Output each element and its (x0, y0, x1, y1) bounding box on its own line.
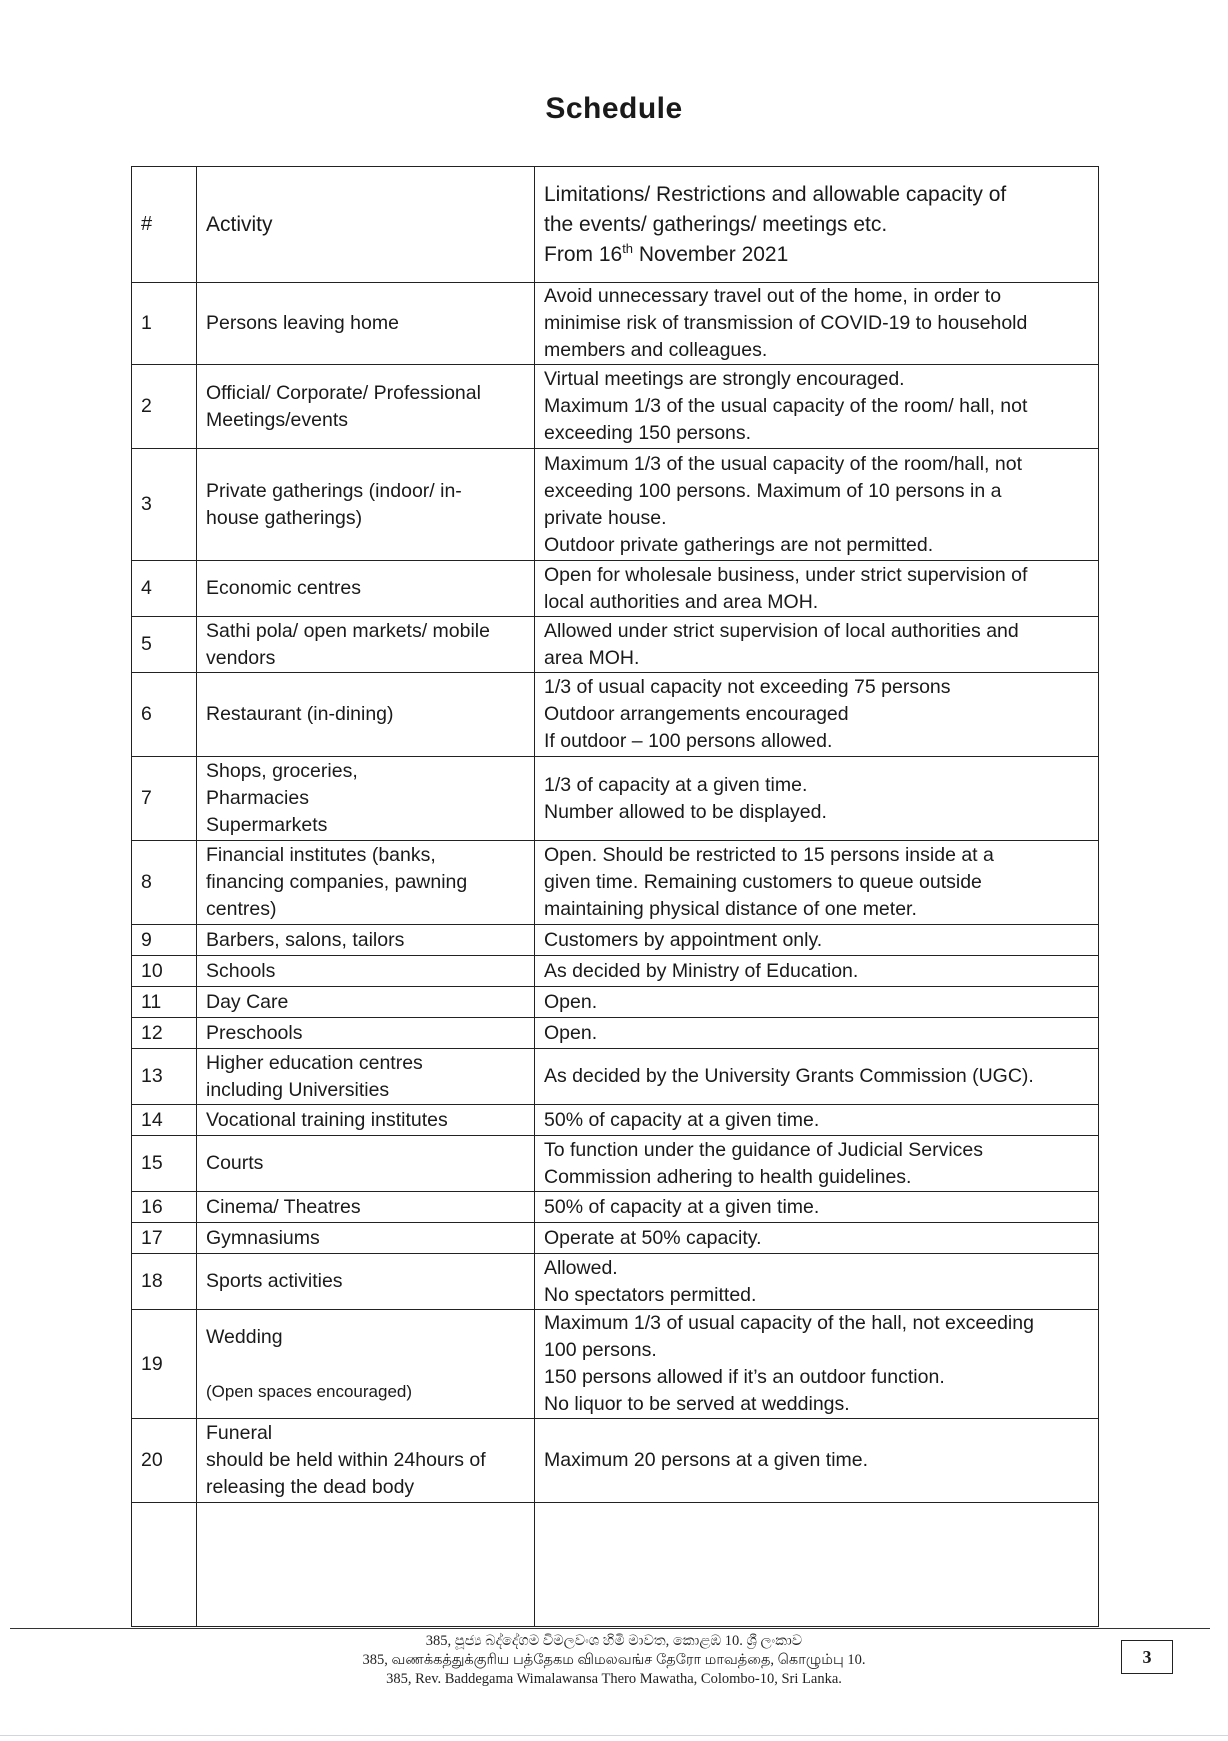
row-limitations (535, 1254, 1099, 1310)
empty-table-row (132, 1503, 1099, 1627)
page-bottom-edge (0, 1735, 1228, 1736)
row-limitations (535, 757, 1099, 841)
activity-line: Sathi pola/ open markets/ mobile (206, 619, 490, 642)
limitation-line: Maximum 1/3 of usual capacity of the hall, not exceeding (544, 1312, 1034, 1334)
limitation-line: Outdoor private gatherings are not permitted. (544, 533, 934, 556)
limitation-line: As decided by the University Grants Commission (UGC). (544, 1065, 1034, 1087)
activity-line: Shops, groceries, (206, 760, 358, 782)
spacer (206, 1351, 525, 1378)
row-limitations (535, 1223, 1099, 1254)
limitation-line: Open for wholesale business, under strict supervision of (544, 563, 1028, 586)
row-activity (197, 1105, 535, 1136)
header-date-prefix: From 16 (544, 242, 623, 266)
row-activity (197, 1310, 535, 1419)
limitation-line: minimise risk of transmission of COVID-19 to household (544, 312, 1028, 334)
empty-cell (132, 1503, 197, 1627)
activity-line: Restaurant (in-dining) (206, 703, 394, 725)
limitation-line: Avoid unnecessary travel out of the home, in order to (544, 285, 1002, 307)
table-row (132, 617, 1099, 673)
footer-address (0, 1632, 1228, 1689)
limitation-line: members and colleagues. (544, 339, 768, 361)
row-number: 4 (132, 561, 197, 617)
table-row (132, 1018, 1099, 1049)
limitation-line: As decided by Ministry of Education. (544, 959, 859, 982)
activity-line: Barbers, salons, tailors (206, 928, 405, 951)
activity-line: house gatherings) (206, 506, 363, 529)
row-activity (197, 1419, 535, 1503)
limitation-line: private house. (544, 506, 667, 529)
table-row (132, 673, 1099, 757)
table-row (132, 1254, 1099, 1310)
activity-line: Courts (206, 1152, 264, 1174)
row-limitations (535, 1192, 1099, 1223)
activity-line: Higher education centres (206, 1051, 423, 1074)
limitation-line: given time. Remaining customers to queue outside (544, 871, 982, 893)
table-header-row (132, 167, 1099, 283)
limitation-line: Customers by appointment only. (544, 928, 823, 951)
header-limitations-line: Limitations/ Restrictions and allowable capacity of (544, 182, 1007, 206)
activity-line: Supermarkets (206, 814, 328, 836)
limitation-line: local authorities and area MOH. (544, 590, 819, 613)
limitation-line: 1/3 of capacity at a given time. (544, 773, 808, 796)
activity-line: Wedding (206, 1325, 283, 1348)
header-limitations-date (544, 240, 1089, 270)
row-limitations (535, 283, 1099, 365)
row-limitations (535, 617, 1099, 673)
limitation-line: 50% of capacity at a given time. (544, 1195, 820, 1218)
row-number: 16 (132, 1192, 197, 1223)
row-limitations (535, 1018, 1099, 1049)
row-activity (197, 1136, 535, 1192)
limitation-line: Operate at 50% capacity. (544, 1226, 762, 1249)
page-number: 3 (1121, 1640, 1173, 1674)
row-limitations (535, 987, 1099, 1018)
limitation-line: No liquor to be served at weddings. (544, 1393, 850, 1415)
table-row (132, 956, 1099, 987)
row-number: 19 (132, 1310, 197, 1419)
row-activity (197, 617, 535, 673)
table-row (132, 449, 1099, 561)
limitation-line: exceeding 100 persons. Maximum of 10 persons in a (544, 479, 1002, 502)
row-activity (197, 987, 535, 1018)
activity-note: (Open spaces encouraged) (206, 1381, 413, 1401)
header-date-suffix: November 2021 (633, 242, 789, 266)
row-activity (197, 561, 535, 617)
row-activity (197, 1192, 535, 1223)
activity-line: Preschools (206, 1021, 303, 1044)
table-row (132, 561, 1099, 617)
schedule-table (131, 166, 1099, 1627)
row-number: 3 (132, 449, 197, 561)
table-row (132, 1223, 1099, 1254)
row-number: 12 (132, 1018, 197, 1049)
page-title: Schedule (545, 92, 683, 125)
row-number: 6 (132, 673, 197, 757)
limitation-line: 50% of capacity at a given time. (544, 1108, 820, 1131)
table-row (132, 987, 1099, 1018)
activity-line: Vocational training institutes (206, 1108, 448, 1131)
activity-line: including Universities (206, 1078, 390, 1101)
table-row (132, 1419, 1099, 1503)
row-number: 14 (132, 1105, 197, 1136)
header-number: # (132, 167, 197, 283)
row-limitations (535, 1049, 1099, 1105)
table-row (132, 1049, 1099, 1105)
activity-line: Meetings/events (206, 408, 348, 431)
header-date-superscript: th (622, 240, 634, 256)
activity-line: Persons leaving home (206, 312, 399, 334)
row-number: 9 (132, 925, 197, 956)
limitation-line: Open. (544, 1021, 598, 1044)
table-row (132, 1136, 1099, 1192)
row-activity (197, 956, 535, 987)
row-activity (197, 673, 535, 757)
row-limitations (535, 841, 1099, 925)
footer-divider (10, 1628, 1210, 1629)
limitation-line: Allowed. (544, 1256, 618, 1279)
activity-line: financing companies, pawning (206, 871, 468, 893)
limitation-line: Outdoor arrangements encouraged (544, 703, 849, 725)
limitation-line: Maximum 20 persons at a given time. (544, 1449, 869, 1471)
row-number: 8 (132, 841, 197, 925)
limitation-line: Commission adhering to health guidelines. (544, 1165, 912, 1188)
limitation-line: Virtual meetings are strongly encouraged. (544, 368, 905, 390)
row-activity (197, 925, 535, 956)
footer-address-english: 385, Rev. Baddegama Wimalawansa Thero Mawatha, Colombo-10, Sri Lanka. (386, 1671, 842, 1687)
limitation-line: Open. Should be restricted to 15 persons inside at a (544, 844, 994, 866)
empty-cell (535, 1503, 1099, 1627)
row-activity (197, 1049, 535, 1105)
row-limitations (535, 449, 1099, 561)
table-row (132, 1192, 1099, 1223)
table-row (132, 1105, 1099, 1136)
activity-line: Funeral (206, 1422, 273, 1444)
activity-line: Gymnasiums (206, 1226, 320, 1249)
row-limitations (535, 561, 1099, 617)
row-number: 13 (132, 1049, 197, 1105)
activity-line: releasing the dead body (206, 1476, 415, 1498)
row-activity (197, 1018, 535, 1049)
header-activity: Activity (197, 167, 535, 283)
table-row (132, 1310, 1099, 1419)
activity-line: Schools (206, 959, 276, 982)
table-row (132, 283, 1099, 365)
activity-line: Day Care (206, 990, 289, 1013)
row-activity (197, 757, 535, 841)
limitation-line: Open. (544, 990, 598, 1013)
row-limitations (535, 956, 1099, 987)
header-limitations-line: the events/ gatherings/ meetings etc. (544, 212, 888, 236)
row-number: 18 (132, 1254, 197, 1310)
empty-cell (197, 1503, 535, 1627)
row-number: 2 (132, 365, 197, 449)
row-number: 20 (132, 1419, 197, 1503)
row-limitations (535, 1419, 1099, 1503)
table-row (132, 841, 1099, 925)
limitation-line: area MOH. (544, 646, 640, 669)
limitation-line: 1/3 of usual capacity not exceeding 75 persons (544, 676, 951, 698)
row-limitations (535, 1105, 1099, 1136)
limitation-line: exceeding 150 persons. (544, 422, 752, 444)
activity-line: Private gatherings (indoor/ in- (206, 479, 462, 502)
table-row (132, 365, 1099, 449)
row-number: 7 (132, 757, 197, 841)
footer-address-sinhala: 385, පූජ්‍ය බද්දේගම විමලවංශ හිමි මාවත, කොළඹ 10. ශ්‍රී ලංකාව (425, 1633, 803, 1649)
row-number: 10 (132, 956, 197, 987)
row-limitations (535, 1136, 1099, 1192)
footer-address-tamil: 385, வணக்கத்துக்குரிய பத்தேகம விமலவங்ச தேரோ மாவத்தை, கொழும்பு 10. (362, 1652, 866, 1668)
limitation-line: To function under the guidance of Judicial Services (544, 1138, 984, 1161)
row-number: 1 (132, 283, 197, 365)
limitation-line: Maximum 1/3 of the usual capacity of the room/ hall, not (544, 395, 1028, 417)
row-limitations (535, 1310, 1099, 1419)
limitation-line: Maximum 1/3 of the usual capacity of the room/hall, not (544, 452, 1022, 475)
activity-line: Cinema/ Theatres (206, 1195, 361, 1218)
row-number: 11 (132, 987, 197, 1018)
activity-line: Pharmacies (206, 787, 309, 809)
row-activity (197, 449, 535, 561)
limitation-line: 150 persons allowed if it’s an outdoor function. (544, 1366, 945, 1388)
activity-line: Sports activities (206, 1270, 343, 1292)
row-limitations (535, 925, 1099, 956)
activity-line: should be held within 24hours of (206, 1449, 486, 1471)
activity-line: Economic centres (206, 577, 361, 599)
limitation-line: Allowed under strict supervision of local authorities and (544, 619, 1019, 642)
table-row (132, 925, 1099, 956)
row-number: 17 (132, 1223, 197, 1254)
activity-line: vendors (206, 646, 276, 669)
header-limitations (535, 167, 1099, 283)
limitation-line: Number allowed to be displayed. (544, 800, 827, 823)
row-number: 5 (132, 617, 197, 673)
row-activity (197, 283, 535, 365)
limitation-line: 100 persons. (544, 1339, 657, 1361)
activity-line: Financial institutes (banks, (206, 844, 436, 866)
limitation-line: No spectators permitted. (544, 1283, 757, 1306)
limitation-line: maintaining physical distance of one meter. (544, 898, 917, 920)
row-activity (197, 1254, 535, 1310)
table-row (132, 757, 1099, 841)
activity-line: centres) (206, 898, 277, 920)
row-limitations (535, 673, 1099, 757)
activity-line: Official/ Corporate/ Professional (206, 381, 481, 404)
row-activity (197, 1223, 535, 1254)
row-limitations (535, 365, 1099, 449)
limitation-line: If outdoor – 100 persons allowed. (544, 730, 833, 752)
row-activity (197, 841, 535, 925)
row-number: 15 (132, 1136, 197, 1192)
row-activity (197, 365, 535, 449)
